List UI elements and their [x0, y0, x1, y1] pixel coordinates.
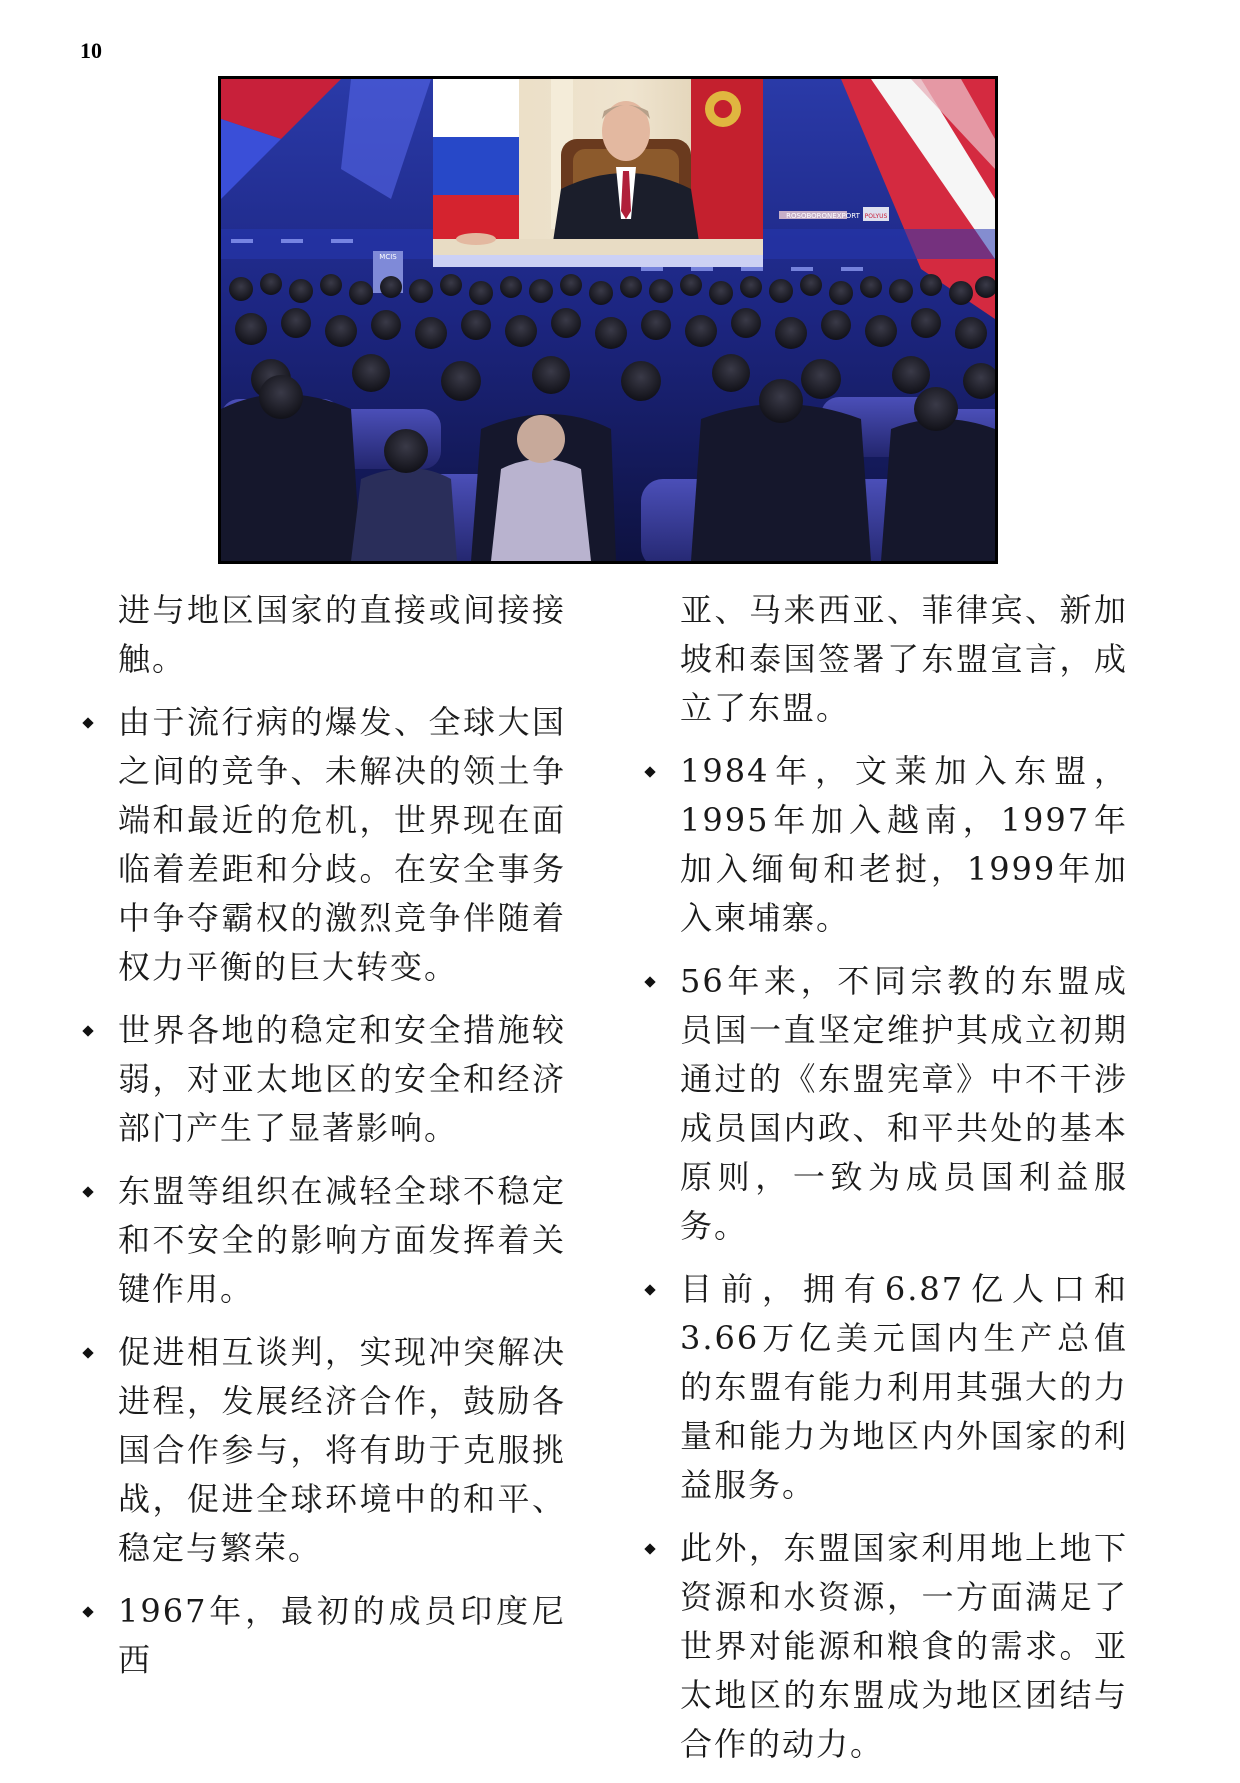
list-item	[78, 1587, 566, 1685]
right-column	[640, 586, 1128, 1783]
screen-logo-mcis: MCIS	[379, 253, 397, 261]
diamond-bullet-icon	[78, 698, 98, 747]
diamond-bullet-icon	[640, 957, 660, 1006]
screen-logo-rosoboronexport: ROSOBORONEXPORT	[786, 212, 860, 220]
screen-logo-polyus: POLYUS	[864, 213, 888, 220]
diamond-bullet-icon	[78, 1167, 98, 1216]
list-item-text: 目前，拥有6.87亿人口和3.66万亿美元国内生产总值的东盟有能力利用其强大的力量和能力为地区内外国家的利益服务。	[680, 1270, 1128, 1504]
page-number: 10	[80, 38, 102, 63]
list-item-text: 此外，东盟国家利用地上地下资源和水资源，一方面满足了世界对能源和粮食的需求。亚太地区的东盟成为地区团结与合作的动力。	[680, 1529, 1128, 1763]
list-item-text: 1967年，最初的成员印度尼西	[118, 1592, 566, 1679]
continuation-paragraph: 亚、马来西亚、菲律宾、新加坡和泰国签署了东盟宣言，成立了东盟。	[680, 591, 1128, 727]
list-item	[640, 1265, 1128, 1510]
diamond-bullet-icon	[78, 1587, 98, 1636]
list-item	[640, 957, 1128, 1251]
list-item	[78, 1167, 566, 1314]
list-item-text: 世界各地的稳定和安全措施较弱，对亚太地区的安全和经济部门产生了显著影响。	[118, 1011, 566, 1147]
left-column	[78, 586, 566, 1699]
list-item-text: 东盟等组织在减轻全球不稳定和不安全的影响方面发挥着关键作用。	[118, 1172, 566, 1308]
diamond-bullet-icon	[640, 1524, 660, 1573]
list-item-text: 1984年，文莱加入东盟，1995年加入越南，1997年加入缅甸和老挝，1999年加入柬埔寨。	[680, 752, 1128, 937]
conference-photo	[218, 76, 998, 564]
list-item	[640, 1524, 1128, 1769]
list-item-text: 促进相互谈判，实现冲突解决进程，发展经济合作，鼓励各国合作参与，将有助于克服挑战，促进全球环境中的和平、稳定与繁荣。	[118, 1333, 566, 1567]
list-item	[78, 1328, 566, 1573]
list-item-text: 由于流行病的爆发、全球大国之间的竞争、未解决的领土争端和最近的危机，世界现在面临着差距和分歧。在安全事务中争夺霸权的激烈竞争伴随着权力平衡的巨大转变。	[118, 703, 566, 986]
list-item	[78, 1006, 566, 1153]
list-item	[640, 747, 1128, 943]
diamond-bullet-icon	[640, 1265, 660, 1314]
diamond-bullet-icon	[640, 747, 660, 796]
diamond-bullet-icon	[78, 1006, 98, 1055]
continuation-paragraph: 进与地区国家的直接或间接接触。	[118, 591, 566, 678]
list-item	[78, 698, 566, 992]
diamond-bullet-icon	[78, 1328, 98, 1377]
list-item-text: 56年来，不同宗教的东盟成员国一直坚定维护其成立初期通过的《东盟宪章》中不干涉成员国内政、和平共处的基本原则，一致为成员国利益服务。	[680, 962, 1128, 1245]
